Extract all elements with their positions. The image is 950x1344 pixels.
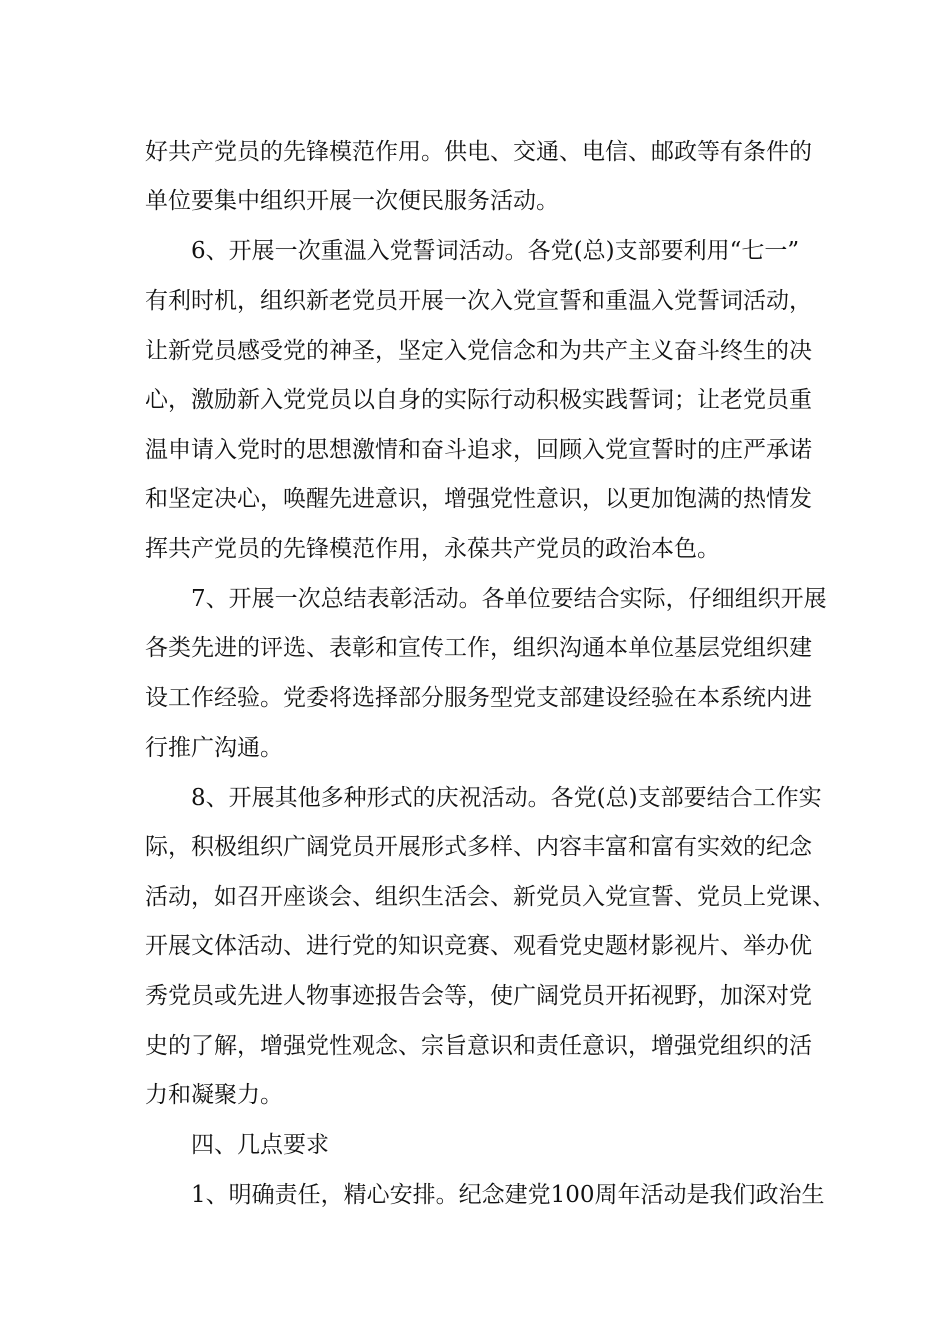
requirement-1-heading-line: 1、明确责任，精心安排。纪念建党100周年活动是我们政治生 [191, 1182, 825, 1208]
text-line: 史的了解，增强党性观念、宗旨意识和责任意识，增强党组织的活 [145, 1033, 812, 1059]
text-line: 各类先进的评选、表彰和宣传工作，组织沟通本单位基层党组织建 [145, 635, 812, 661]
text-line: 挥共产党员的先锋模范作用，永葆共产党员的政治本色。 [145, 536, 720, 562]
text-line: 单位要集中组织开展一次便民服务活动。 [145, 188, 559, 214]
text-line: 力和凝聚力。 [145, 1082, 283, 1108]
item-8-heading-line: 8、开展其他多种形式的庆祝活动。各党(总)支部要结合工作实 [191, 785, 822, 811]
section-heading: 四、几点要求 [191, 1132, 329, 1158]
item-7-heading-line: 7、开展一次总结表彰活动。各单位要结合实际，仔细组织开展 [191, 586, 827, 612]
text-line: 秀党员或先进人物事迹报告会等，使广阔党员开拓视野，加深对党 [145, 983, 812, 1009]
text-line: 让新党员感受党的神圣，坚定入党信念和为共产主义奋斗终生的决 [145, 338, 812, 364]
text-line: 心，激励新入党党员以自身的实际行动积极实践誓词；让老党员重 [145, 387, 812, 413]
item-6-heading-line: 6、开展一次重温入党誓词活动。各党(总)支部要利用“七一” [191, 238, 800, 264]
text-line: 活动，如召开座谈会、组织生活会、新党员入党宣誓、党员上党课、 [145, 884, 835, 910]
text-line: 好共产党员的先锋模范作用。供电、交通、电信、邮政等有条件的 [145, 139, 812, 165]
text-line: 有利时机，组织新老党员开展一次入党宣誓和重温入党誓词活动， [145, 288, 812, 314]
text-line: 行推广沟通。 [145, 735, 283, 761]
text-line: 和坚定决心，唤醒先进意识，增强党性意识，以更加饱满的热情发 [145, 486, 812, 512]
text-line: 开展文体活动、进行党的知识竞赛、观看党史题材影视片、举办优 [145, 933, 812, 959]
text-line: 温申请入党时的思想激情和奋斗追求，回顾入党宣誓时的庄严承诺 [145, 437, 812, 463]
text-line: 际，积极组织广阔党员开展形式多样、内容丰富和富有实效的纪念 [145, 834, 812, 860]
text-line: 设工作经验。党委将选择部分服务型党支部建设经验在本系统内进 [145, 685, 812, 711]
